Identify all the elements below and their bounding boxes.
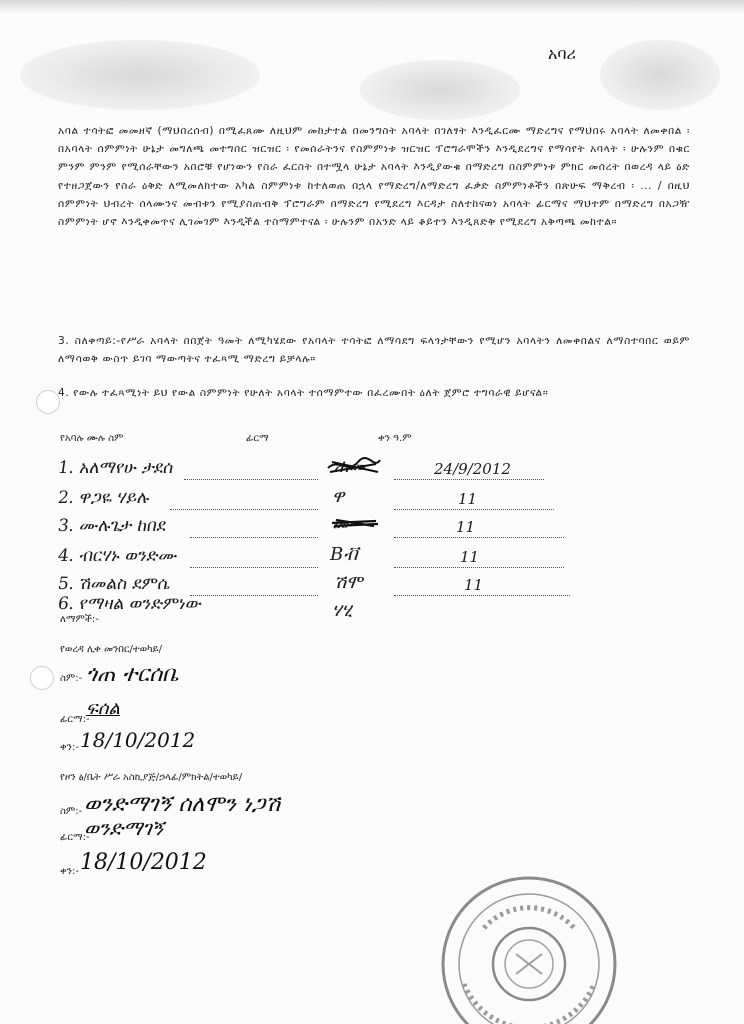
member-date: 11 xyxy=(458,490,478,508)
table-row xyxy=(58,546,528,572)
member-date: 24/9/2012 xyxy=(434,460,511,478)
member-name: 4. ብርሃኑ ወንድሙ xyxy=(56,546,179,566)
party-a-signature: ፍሰል xyxy=(86,698,120,719)
signature-strike-mark xyxy=(330,514,380,532)
member-name: 3. ሙሉጌታ ከበደ xyxy=(56,516,168,536)
party-b-signature-label: ፊርማ:- xyxy=(60,832,90,843)
dotted-line xyxy=(190,537,318,538)
member-name: 2. ዋጋዬ ሃይሉ xyxy=(56,488,151,508)
dotted-line xyxy=(394,567,564,568)
party-b-signature: ወንድማገኝ xyxy=(84,816,164,840)
table-row xyxy=(58,488,528,514)
official-stamp-icon xyxy=(424,874,634,1024)
dotted-line xyxy=(170,509,318,510)
member-signature: ሃሂ xyxy=(332,600,353,621)
party-b-date-label: ቀን:- xyxy=(60,866,79,877)
signature-strike-mark xyxy=(326,454,382,478)
party-a-name: ጎጠ ተርሰቤ xyxy=(86,662,179,687)
member-name: 6. የማዛል ወንድምነው xyxy=(56,594,204,614)
member-signature: ሽሞ xyxy=(334,572,363,593)
party-b-name-label: ስም:- xyxy=(60,806,83,817)
member-date: 11 xyxy=(464,576,484,594)
member-date: 11 xyxy=(456,518,476,536)
member-signature: Bቭ xyxy=(330,544,359,565)
paragraph-next-steps: 3. ስለቀጣይ:-የሥራ አባላት በበጀት ዓመት ለሚካሄደው የአባላት ተሳትፎ ለማሳደግ ፍላጎታቸውን የሚሆን አባላትን ለመቀበልና ለማስተባበር ወይም ለማሳወቅ ውስጥ ይገባ ማውጣትና ተፈጻሚ ማድረግ ይቻላሉ። xyxy=(58,335,690,366)
header-signature: ፊርማ xyxy=(246,433,269,444)
dotted-line xyxy=(394,479,544,480)
header-date: ቀን ዓ.ም xyxy=(378,433,412,444)
dotted-line xyxy=(190,567,318,568)
party-a-name-label: ስም:- xyxy=(60,673,83,684)
member-name: 1. አለማየሁ ታደሰ xyxy=(56,458,175,478)
table-row xyxy=(58,594,528,620)
party-b-date: 18/10/2012 xyxy=(80,850,207,875)
witness-label: ለማምች:- xyxy=(60,614,99,625)
member-signature: ሐመ xyxy=(334,456,365,477)
member-date: 11 xyxy=(460,548,480,566)
dotted-line xyxy=(394,537,564,538)
party-a-date: 18/10/2012 xyxy=(80,728,196,752)
paragraph-body: አባል ተሳትፎ መመዘኛ (ማህበረሰብ) በሚፈጸሙ ለዚህም መከታተል በመንግስት አባላት በገለፃት እንዲፈርሙ ማድረግና የማህበሩ አባላት ለመቀበል ፡ በአባላት ሰምምነት ሁኔታ መግለጫ መተግበር ዝርዝር ፡ የመሰራትንና የስምምነቱ ዝርዝር ፕሮግራሞችን እንዲደረግና የማሳየት አባላት ፡ ሁሉንም በቁር ምንም ምንም የሚሰራቸውን አበሮቹ የሆነውን የስራ ፈርስት በተሟላ ሁኔታ አባላት እንዲያውቁ በማድረግ በስምምነቱ ምክር መሰረት በወረዳ ላይ ዕድ የተዘጋጀውን የስራ ዕቅድ ለሚመለከተው አካል ስምምነቱ ከተለወጠ በኋላ የማድረግ/ለማድረግ ፈቃድ ስምምነቶችን በጽሁፍ ማቅረብ ፡ ... / በዚህ ሰምምነት ህብረት ሰላሙንና መብቱን የሚያስጠብቅ ፕሮግራም በማድረግ የሚደረግ እርዳታ ስለተከናወነ አባላት ፊርማና ማህተም በማድረግ በአጋዥ ስምምነት ሆኖ እንዲቀመጥና ሊገመገም እንዲችል ተስማምተናል ፡ ሁሉንም በአንድ ላይ ቆይተን እንዲጸድቅ የሚደረግ አቅጣጫ መከተል። xyxy=(58,125,690,229)
table-row xyxy=(58,458,528,484)
party-a-date-label: ቀን:- xyxy=(60,742,79,753)
header-name: የአባሉ ሙሉ ስም xyxy=(60,433,124,444)
page-number: አባሪ xyxy=(548,44,576,63)
party-a-signature-label: ፊርማ:- xyxy=(60,714,90,725)
paragraph-enforcement: 4. የውሉ ተፈጻሚነት ይህ የውል ስምምነት የሁለት አባላት ተሰማምተው በፈረሙበት ዕለት ጀምሮ ተግባራዊ ይሆናል። xyxy=(58,387,549,399)
dotted-line xyxy=(394,509,554,510)
table-row xyxy=(58,516,528,542)
party-b-title: የዞን ፅ/ቤት ሥራ አስኪያጅ/ኃላፊ/ምክትል/ተወካይ/ xyxy=(60,772,243,783)
member-signature: ዋ xyxy=(332,486,345,507)
party-a-title: የወረዳ ሊቀ መንበር/ተወካይ/ xyxy=(60,644,163,655)
dotted-line xyxy=(184,479,318,480)
party-b-name: ወንድማገኝ ሰለሞን ነጋሽ xyxy=(84,792,281,817)
member-name: 5. ሽመልስ ደምሴ xyxy=(56,574,172,594)
member-signature: ሙ xyxy=(332,514,352,535)
